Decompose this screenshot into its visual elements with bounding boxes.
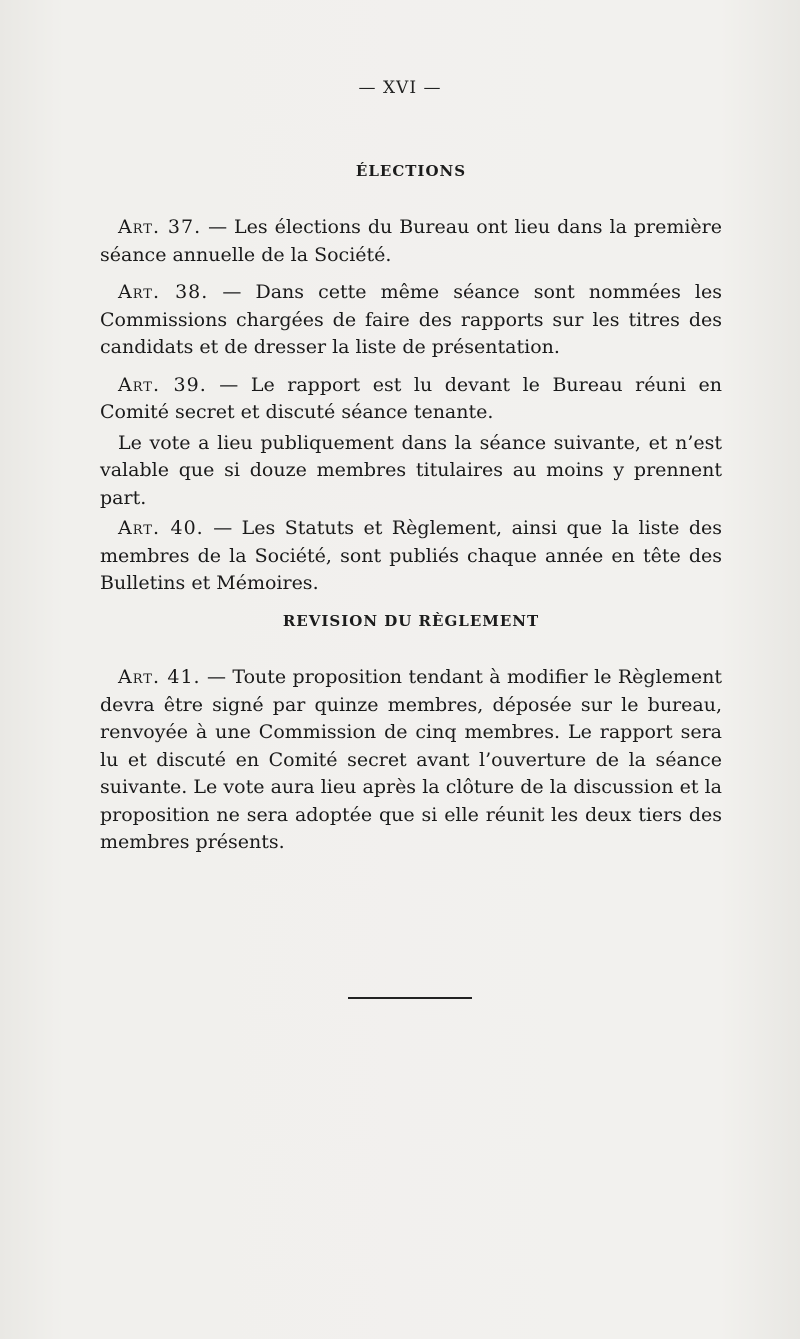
article-text: — Les élections du Bureau ont lieu dans la première séance annuelle de la Société. <box>100 216 722 266</box>
article-40 <box>100 515 722 598</box>
article-text: — Le rapport est lu devant le Bureau réuni en Comité secret et discuté séance tenante. <box>100 373 723 423</box>
page-number: — XVI — <box>358 78 442 98</box>
article-label: Art. 38. <box>118 281 209 303</box>
end-rule <box>348 997 472 999</box>
section-heading-elections: ÉLECTIONS <box>355 162 467 180</box>
article-label: Art. 40. <box>118 517 204 539</box>
article-label: Art. 39. <box>118 373 207 396</box>
article-38 <box>100 279 722 362</box>
section-heading-revision: REVISION DU RÈGLEMENT <box>282 612 540 630</box>
article-39 <box>100 372 722 427</box>
article-37 <box>100 214 722 269</box>
revision-body <box>100 664 722 857</box>
article-text: — Les Statuts et Règlement, ainsi que la liste des membres de la Société, sont publiés chaque année en tête des Bulletins et Mémoires. <box>100 517 722 594</box>
article-label: Art. 41. <box>118 666 201 688</box>
article-label: Art. 37. <box>118 216 202 238</box>
paragraph-vote: Le vote a lieu publiquement dans la séance suivante, et n’est valable que si douze membres titulaires au moins y prennent part. <box>100 431 722 509</box>
article-text: — Toute proposition tendant à modifier le Règlement devra être signé par quinze membres, déposée sur le bureau, renvoyée à une Commission de cinq membres. Le rapport sera lu et discuté en Comité secret avant l’ouverture de la séance suivante. Le vote aura lieu après la clôture de la discussion et la proposition ne sera adoptée que si elle réunit les deux tiers des membres présents. <box>100 666 722 853</box>
elections-body <box>100 214 722 598</box>
article-41 <box>100 664 722 857</box>
article-text: — Dans cette même séance sont nommées les Commissions chargées de faire des rapports sur les titres des candidats et de dresser la liste de présentation. <box>100 281 722 358</box>
